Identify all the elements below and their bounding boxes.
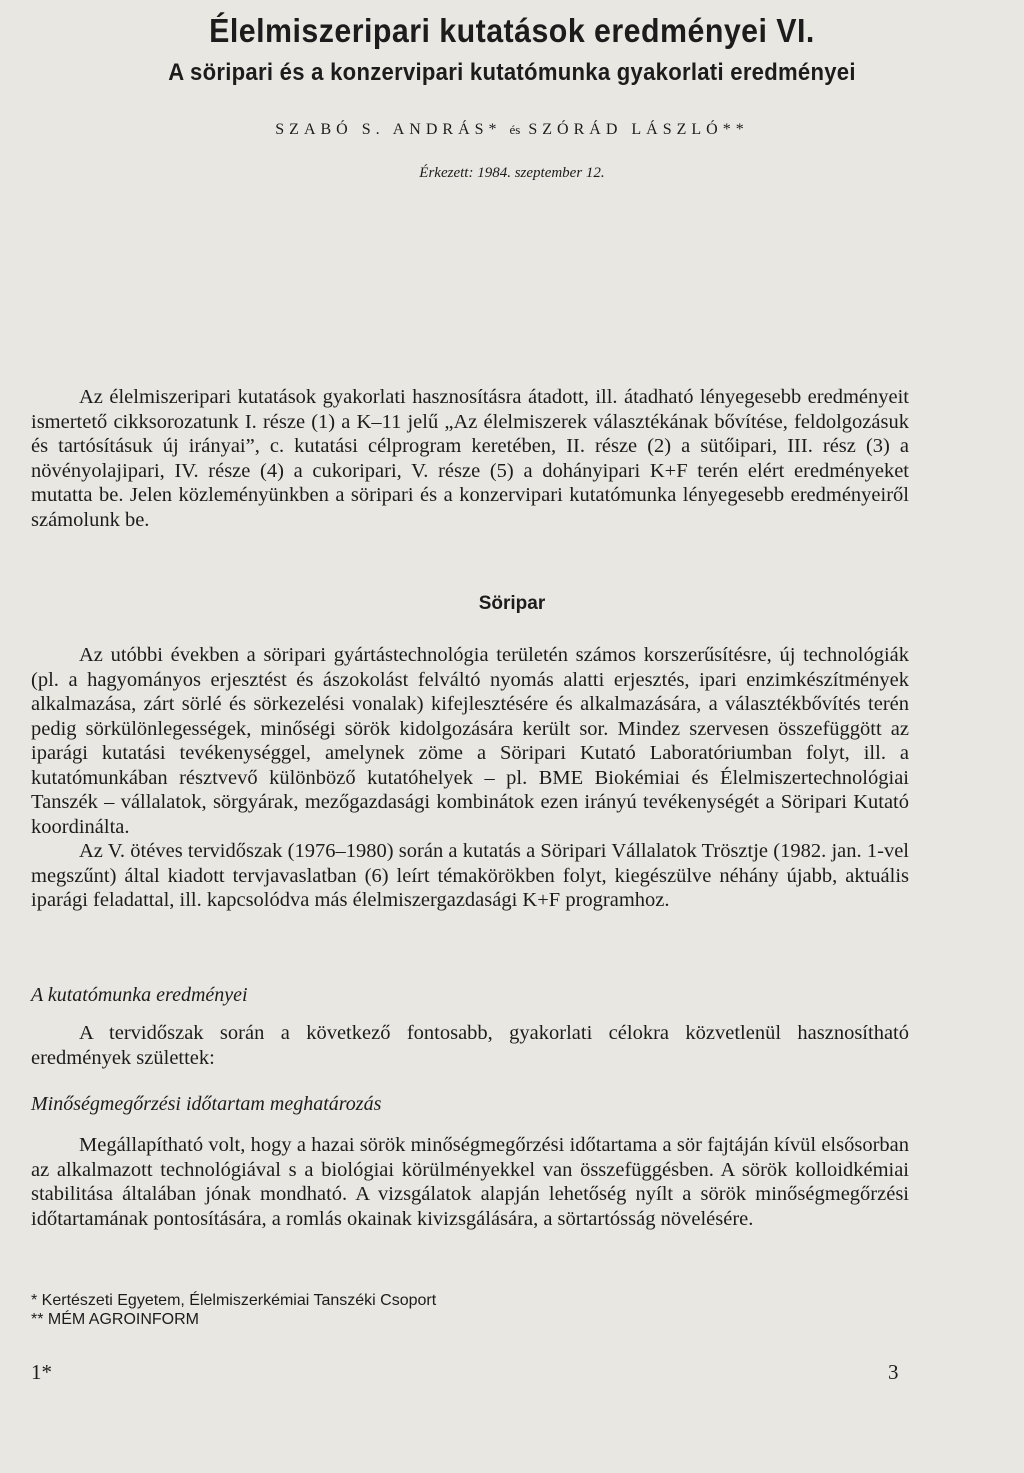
- received-date: Érkezett: 1984. szeptember 12.: [419, 165, 605, 181]
- quality-heading: Minőségmegőrzési időtartam meghatározás: [31, 1093, 382, 1115]
- author-2: SZÓRÁD LÁSZLÓ**: [528, 121, 749, 138]
- page-number: 3: [888, 1360, 899, 1384]
- footnote-2: ** MÉM AGROINFORM: [31, 1311, 200, 1328]
- intro-block: [31, 385, 909, 532]
- quality-paragraph: Megállapítható volt, hogy a hazai sörök minőségmegőrzési időtartama a sör fajtáján kívül elsősorban az alkalmazott technológiával s a biológiai körülményekkel van összefüggésben. A sörök kolloidkémiai stabilitása általában jónak mondható. A vizsgálatok alapján lehetőség nyílt a sörök minőségmegőrzési időtartamának pontosítására, a romlás okainak kivizsgálására, a sörtartósság növelésére.: [31, 1134, 909, 1230]
- signature-mark: 1*: [31, 1360, 52, 1384]
- intro-paragraph: Az élelmiszeripari kutatások gyakorlati hasznosításra átadott, ill. átadható lényegesebb eredményeit ismertető cikksorozatunk I. része (1) a K–11 jelű „Az élelmiszerek választékának bővítése, feldolgozásuk és tartósításuk új irányai”, c. kutatási célprogram keretében, II. része (2) a sütőipari, III. rész (3) a növényolajipari, IV. része (4) a cukoripari, V. része (5) a dohányipari K+F terén elért eredményeket mutatta be. Jelen közleményünkben a söripari és a konzervipari kutatómunka lényegesebb eredményeiről számolunk be.: [31, 386, 909, 531]
- results-heading: A kutatómunka eredményei: [31, 984, 248, 1006]
- soripar-paragraph-2: Az V. ötéves tervidőszak (1976–1980) során a kutatás a Söripari Vállalatok Trösztje (1982. jan. 1-vel megszűnt) által kiadott tervjavaslatban (6) leírt témakörökben folyt, kiegészülve néhány újabb, aktuális iparági feladattal, ill. kapcsolódva más élelmiszergazdasági K+F programhoz.: [31, 840, 909, 911]
- author-line: [0, 121, 1024, 139]
- soripar-block: [31, 643, 909, 913]
- results-block: [31, 1021, 909, 1070]
- results-paragraph: A tervidőszak során a következő fontosabb, gyakorlati célokra közvetlenül hasznosítható eredmények születtek:: [31, 1022, 909, 1069]
- author-conjunction: és: [509, 122, 521, 137]
- author-1: SZABÓ S. ANDRÁS*: [275, 121, 502, 138]
- soripar-paragraph-1: Az utóbbi években a söripari gyártástechnológia területén számos korszerűsítésre, új technológiák (pl. a hagyományos erjesztést és ászokolást felváltó nyomás alatti erjesztés, ipari enzimkészítmények alkalmazása, zárt sörlé és sörkezelési vonalak) kifejlesztésére és alkalmazására, a választékbővítés terén pedig sörkülönlegességek, minőségi sörök kidolgozására került sor. Mindez szervesen összefüggött az iparági kutatási tevékenységgel, amelynek zöme a Söripari Kutató Laboratóriumban folyt, ill. a kutatómunkában résztvevő különböző kutatóhelyek – pl. BME Biokémiai és Élelmiszertechnológiai Tanszék – vállalatok, sörgyárak, mezőgazdasági kombinátok ezen irányú tevékenységét a Söripari Kutató koordinálta.: [31, 644, 909, 838]
- section-heading-soripar: Söripar: [478, 593, 546, 614]
- article-title: Élelmiszeripari kutatások eredményei VI.: [209, 12, 815, 49]
- quality-block: [31, 1133, 909, 1231]
- footnotes: [31, 1291, 436, 1329]
- footnote-1: * Kertészeti Egyetem, Élelmiszerkémiai Tanszéki Csoport: [31, 1292, 437, 1309]
- article-subtitle: A söripari és a konzervipari kutatómunka gyakorlati eredményei: [168, 59, 856, 86]
